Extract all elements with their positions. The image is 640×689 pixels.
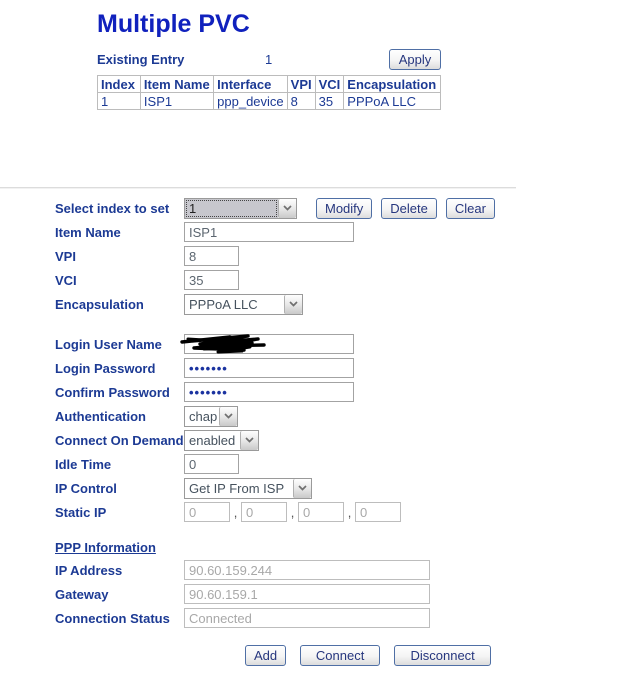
cell-item-name: ISP1 xyxy=(140,93,213,110)
cell-interface: ppp_device xyxy=(214,93,288,110)
octet-separator: , xyxy=(233,504,238,520)
existing-entry-row xyxy=(97,48,441,70)
login-password-label: Login Password xyxy=(55,360,156,376)
vpi-label: VPI xyxy=(55,248,76,264)
ip-control-select-value: Get IP From ISP xyxy=(189,480,285,496)
item-name-input[interactable] xyxy=(184,222,354,242)
header-section xyxy=(97,10,441,110)
chevron-down-icon[interactable] xyxy=(293,479,311,498)
item-name-row xyxy=(55,220,615,244)
modify-button[interactable]: Modify xyxy=(316,198,372,219)
vpi-input[interactable] xyxy=(184,246,239,266)
index-action-buttons xyxy=(316,198,495,219)
idle-time-label: Idle Time xyxy=(55,456,112,472)
connect-button[interactable]: Connect xyxy=(300,645,380,666)
add-button[interactable]: Add xyxy=(245,645,286,666)
apply-button[interactable]: Apply xyxy=(389,49,441,70)
section-divider xyxy=(0,187,516,189)
gateway-row xyxy=(55,582,615,606)
footer-buttons xyxy=(245,645,491,666)
col-header-vci: VCI xyxy=(315,76,344,93)
select-index-label: Select index to set xyxy=(55,200,170,216)
select-index-row xyxy=(55,196,615,220)
vci-label: VCI xyxy=(55,272,77,288)
static-ip-label: Static IP xyxy=(55,504,107,520)
ip-address-row xyxy=(55,558,615,582)
ip-address-input xyxy=(184,560,430,580)
authentication-label: Authentication xyxy=(55,408,146,424)
clear-button[interactable]: Clear xyxy=(446,198,495,219)
encapsulation-label: Encapsulation xyxy=(55,296,144,312)
encapsulation-row xyxy=(55,292,615,316)
pvc-table-header-row xyxy=(98,76,441,93)
col-header-vpi: VPI xyxy=(287,76,315,93)
table-row xyxy=(98,93,441,110)
chevron-down-icon[interactable] xyxy=(240,431,258,450)
index-select[interactable] xyxy=(184,198,297,219)
static-ip-octet-2[interactable] xyxy=(241,502,287,522)
vci-input[interactable] xyxy=(184,270,239,290)
connection-status-row xyxy=(55,606,615,630)
gateway-label: Gateway xyxy=(55,586,109,602)
col-header-item-name: Item Name xyxy=(140,76,213,93)
connect-on-demand-label: Connect On Demand xyxy=(55,432,184,448)
connect-on-demand-select-value: enabled xyxy=(189,432,236,448)
login-user-name-field-wrap xyxy=(184,334,354,354)
vci-row xyxy=(55,268,615,292)
confirm-password-input[interactable] xyxy=(184,382,354,402)
cell-vci: 35 xyxy=(315,93,344,110)
static-ip-octet-1[interactable] xyxy=(184,502,230,522)
authentication-select[interactable] xyxy=(184,406,238,427)
confirm-password-label: Confirm Password xyxy=(55,384,170,400)
confirm-password-row xyxy=(55,380,615,404)
authentication-select-value: chap xyxy=(189,408,218,424)
gateway-input xyxy=(184,584,430,604)
index-select-value: 1 xyxy=(185,199,278,218)
ip-control-select[interactable] xyxy=(184,478,312,499)
col-header-index: Index xyxy=(98,76,141,93)
login-password-input[interactable] xyxy=(184,358,354,378)
idle-time-row xyxy=(55,452,615,476)
connection-status-label: Connection Status xyxy=(55,610,170,626)
page-title: Multiple PVC xyxy=(97,10,250,38)
vpi-row xyxy=(55,244,615,268)
connect-on-demand-row xyxy=(55,428,615,452)
ip-control-row xyxy=(55,476,615,500)
existing-entry-label: Existing Entry xyxy=(97,51,185,67)
item-name-label: Item Name xyxy=(55,224,121,240)
authentication-row xyxy=(55,404,615,428)
login-password-row xyxy=(55,356,615,380)
encapsulation-select[interactable] xyxy=(184,294,303,315)
chevron-down-icon[interactable] xyxy=(278,199,296,218)
cell-index: 1 xyxy=(98,93,141,110)
login-user-name-row xyxy=(55,332,615,356)
login-user-name-label: Login User Name xyxy=(55,336,162,352)
cell-vpi: 8 xyxy=(287,93,315,110)
static-ip-octet-3[interactable] xyxy=(298,502,344,522)
connection-status-input xyxy=(184,608,430,628)
idle-time-input[interactable] xyxy=(184,454,239,474)
ip-control-label: IP Control xyxy=(55,480,117,496)
static-ip-row xyxy=(55,500,615,524)
login-user-name-input[interactable] xyxy=(184,334,354,354)
encapsulation-select-value: PPPoA LLC xyxy=(189,296,258,312)
chevron-down-icon[interactable] xyxy=(284,295,302,314)
connect-on-demand-select[interactable] xyxy=(184,430,259,451)
pvc-table xyxy=(97,75,441,110)
octet-separator: , xyxy=(290,504,295,520)
static-ip-octet-4[interactable] xyxy=(355,502,401,522)
pvc-form xyxy=(55,196,615,630)
ip-address-label: IP Address xyxy=(55,562,123,578)
existing-entry-value: 1 xyxy=(265,51,273,67)
col-header-encapsulation: Encapsulation xyxy=(344,76,441,93)
delete-button[interactable]: Delete xyxy=(381,198,437,219)
disconnect-button[interactable]: Disconnect xyxy=(394,645,491,666)
col-header-interface: Interface xyxy=(214,76,288,93)
octet-separator: , xyxy=(347,504,352,520)
chevron-down-icon[interactable] xyxy=(219,407,237,426)
cell-encapsulation: PPPoA LLC xyxy=(344,93,441,110)
ppp-information-heading: PPP Information xyxy=(55,540,156,555)
